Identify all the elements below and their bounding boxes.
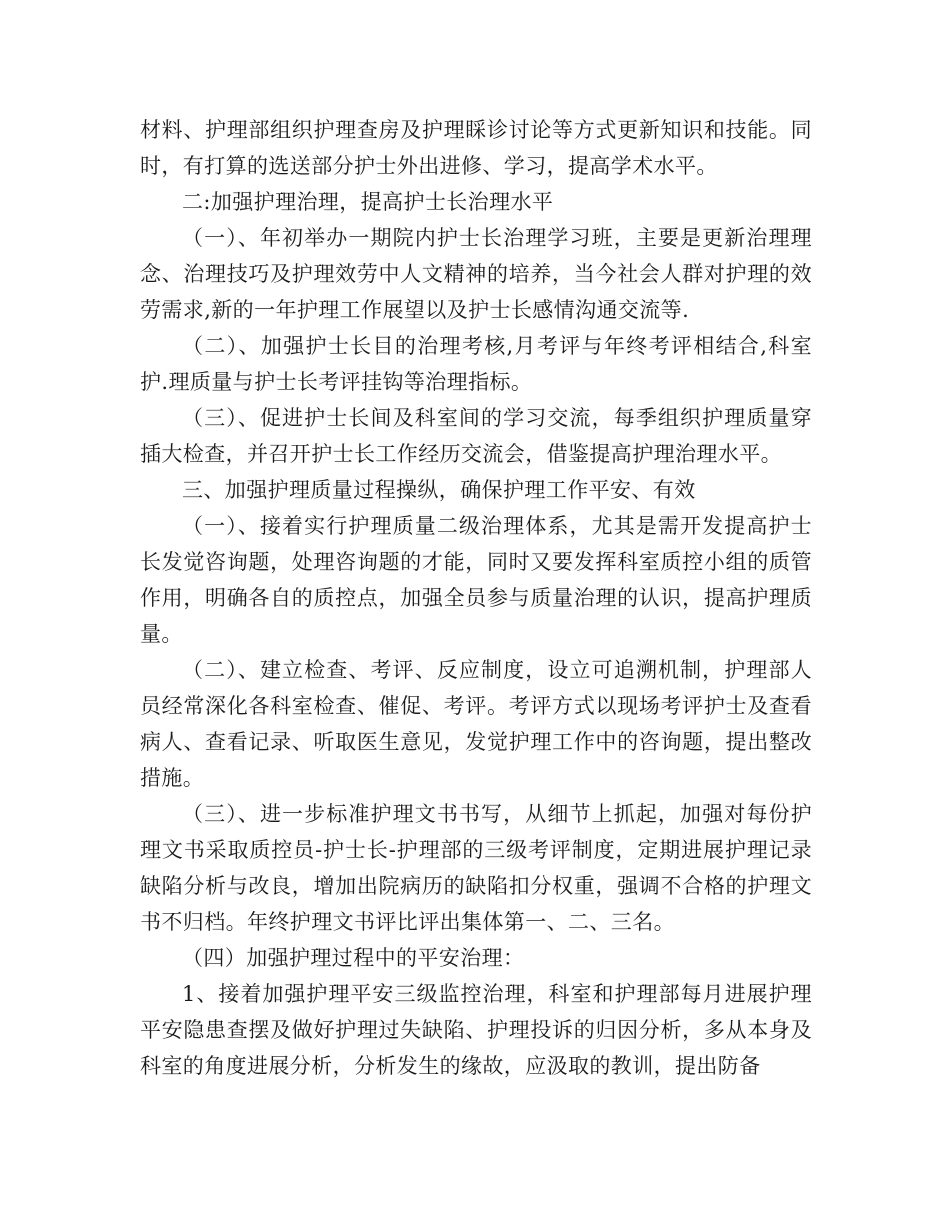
document-body: [140, 112, 812, 1084]
paragraph-3-4-1: 1、接着加强护理平安三级监控治理，科室和护理部每月进展护理平安隐患查摆及做好护理过失缺陷、护理投诉的归因分析，多从本身及科室的角度进展分析，分析发生的缘故，应汲取的教训，提出防备: [140, 982, 812, 1078]
paragraph-2-2: （二）、加强护士长目的治理考核,月考评与年终考评相结合,科室护.理质量与护士长考评挂钩等治理指标。: [140, 334, 812, 394]
paragraph-3-1: （一）、接着实行护理质量二级治理体系，尤其是需开发提高护士长发觉咨询题，处理咨询题的才能，同时又要发挥科室质控小组的质管作用，明确各自的质控点，加强全员参与质量治理的认识，提高护理质量。: [140, 514, 812, 646]
section-heading-2: 二:加强护理治理，提高护士长治理水平: [182, 190, 554, 214]
paragraph-2-3: （三）、促进护士长间及科室间的学习交流，每季组织护理质量穿插大检查，并召开护士长工作经历交流会，借鉴提高护理治理水平。: [140, 406, 812, 466]
paragraph-3-2: （二）、建立检查、考评、反应制度，设立可追溯机制，护理部人员经常深化各科室检查、催促、考评。考评方式以现场考评护士及查看病人、查看记录、听取医生意见，发觉护理工作中的咨询题，提出整改措施。: [140, 658, 812, 790]
paragraph-continuation: 材料、护理部组织护理查房及护理睬诊讨论等方式更新知识和技能。同时，有打算的选送部分护士外出进修、学习，提高学术水平。: [140, 118, 812, 178]
paragraph-3-4-heading: （四）加强护理过程中的平安治理：: [182, 946, 525, 970]
paragraph-2-1: （一）、年初举办一期院内护士长治理学习班，主要是更新治理理念、治理技巧及护理效劳中人文精神的培养，当今社会人群对护理的效劳需求,新的一年护理工作展望以及护士长感情沟通交流等.: [140, 226, 812, 322]
section-heading-3: 三、加强护理质量过程操纵，确保护理工作平安、有效: [182, 478, 696, 502]
paragraph-3-3: （三）、进一步标准护理文书书写，从细节上抓起，加强对每份护理文书采取质控员-护士长-护理部的三级考评制度，定期进展护理记录缺陷分析与改良，增加出院病历的缺陷扣分权重，强调不合格的护理文书不归档。年终护理文书评比评出集体第一、二、三名。: [140, 802, 812, 934]
